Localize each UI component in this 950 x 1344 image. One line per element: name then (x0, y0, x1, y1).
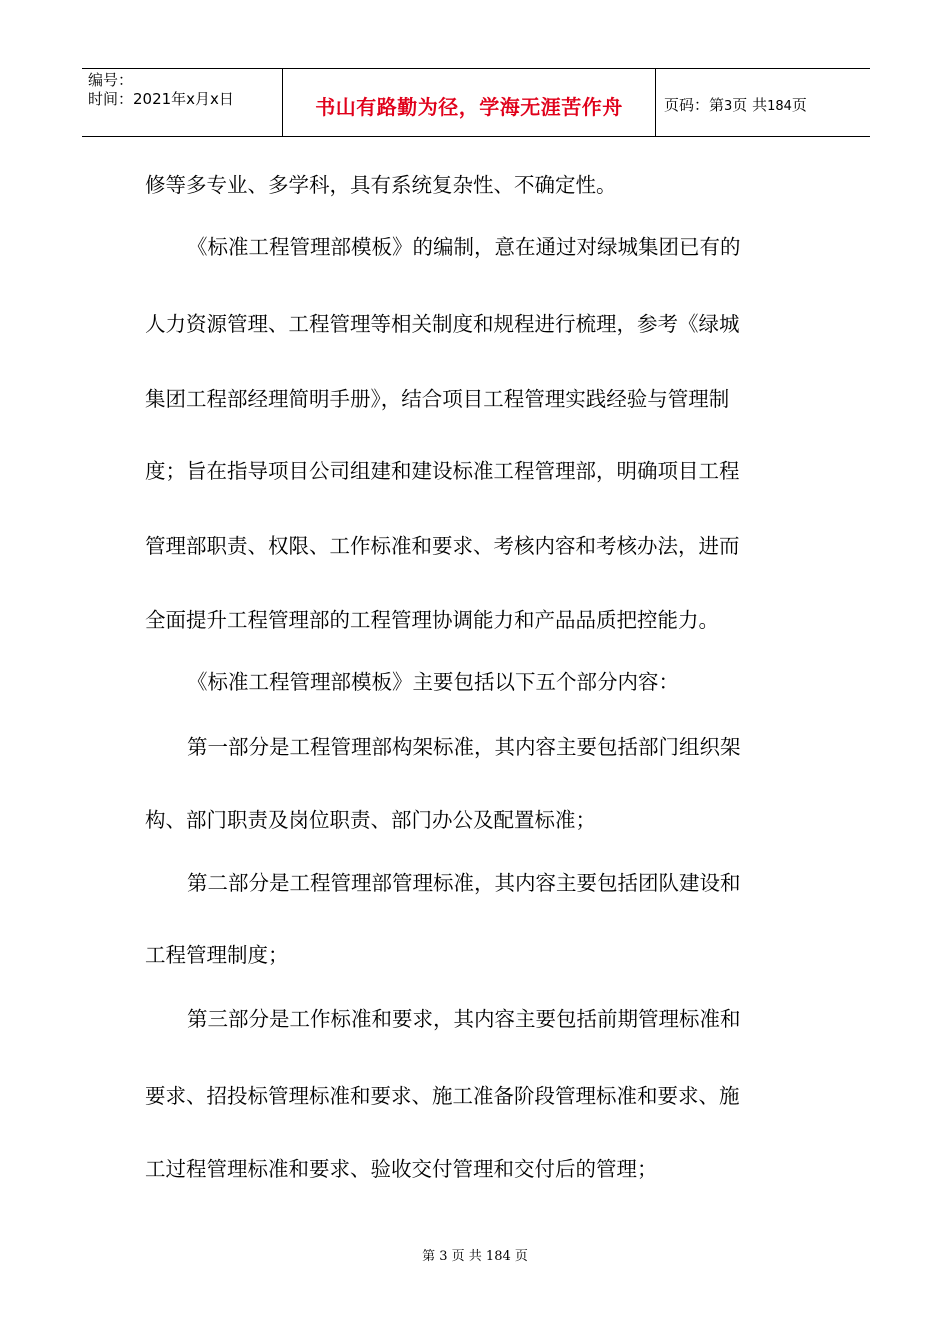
page-footer: 第 3 页 共 184 页 (422, 1249, 528, 1264)
page-current: 3 (724, 99, 733, 114)
body-line: 集团工程部经理简明手册》，结合项目工程管理实践经验与管理制 (145, 387, 730, 411)
header-page-indicator (664, 94, 807, 115)
header-meta (88, 71, 234, 109)
page-middle: 页 共 (732, 96, 768, 114)
header-motto: 书山有路勤为径，学海无涯苦作舟 (315, 95, 623, 119)
page-total: 184 (767, 99, 792, 114)
page-prefix: 页码：第 (664, 96, 725, 114)
body-line: 第二部分是工程管理部管理标准，其内容主要包括团队建设和 (187, 871, 741, 895)
body-line: 管理部职责、权限、工作标准和要求、考核内容和考核办法，进而 (145, 534, 740, 558)
header-time-label: 时间：2021年x月x日 (88, 90, 234, 108)
body-line: 人力资源管理、工程管理等相关制度和规程进行梳理，参考《绿城 (145, 312, 740, 336)
body-line: 《标准工程管理部模板》的编制，意在通过对绿城集团已有的 (187, 235, 741, 259)
header-number-label: 编号： (88, 71, 134, 89)
body-line: 《标准工程管理部模板》主要包括以下五个部分内容： (187, 670, 679, 694)
body-line: 度；旨在指导项目公司组建和建设标准工程管理部，明确项目工程 (145, 459, 740, 483)
body-line: 第一部分是工程管理部构架标准，其内容主要包括部门组织架 (187, 735, 741, 759)
page-suffix: 页 (791, 96, 807, 114)
body-line: 全面提升工程管理部的工程管理协调能力和产品品质把控能力。 (145, 608, 719, 632)
body-line: 第三部分是工作标准和要求，其内容主要包括前期管理标准和 (187, 1007, 741, 1031)
body-line: 构、部门职责及岗位职责、部门办公及配置标准； (145, 808, 596, 832)
body-line: 修等多专业、多学科，具有系统复杂性、不确定性。 (145, 173, 617, 197)
body-line: 工过程管理标准和要求、验收交付管理和交付后的管理； (145, 1157, 658, 1181)
body-line: 要求、招投标管理标准和要求、施工准备阶段管理标准和要求、施 (145, 1084, 740, 1108)
header-divider (655, 69, 656, 136)
body-line: 工程管理制度； (145, 943, 289, 967)
page-header (82, 68, 870, 137)
